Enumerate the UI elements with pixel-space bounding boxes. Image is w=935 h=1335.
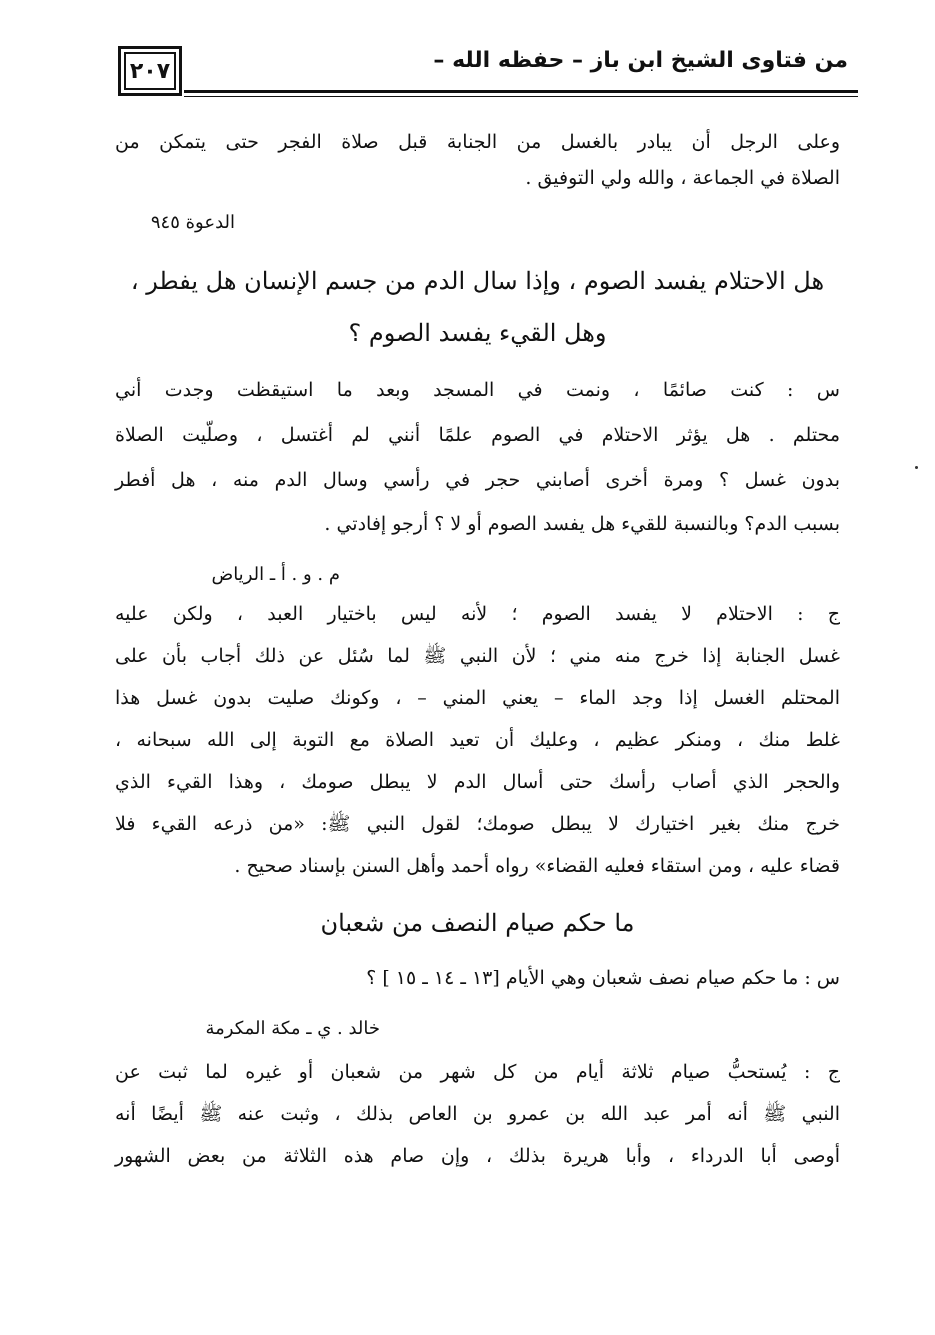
question2-asker: خالد . ي ـ مكة المكرمة — [205, 1018, 380, 1039]
running-title: من فتاوى الشيخ ابن باز – حفظه الله – — [433, 48, 848, 73]
question1-asker: م . و . أ ـ الرياض — [211, 564, 340, 585]
answer2-line: ج : يُستحبُّ صيام ثلاثة أيام من كل شهر من شعبان أو غيره لما ثبت عن — [115, 1061, 840, 1083]
header-rule — [184, 90, 858, 93]
intro-source: الدعوة ٩٤٥ — [150, 212, 235, 233]
answer1-line: والحجر الذي أصاب رأسك حتى أسال الدم لا يبطل صومك ، وهذا القيء الذي — [115, 771, 840, 793]
answer1-line: غسل الجنابة إذا خرج منه مني ؛ لأن النبي ﷺ لما سُئل عن ذلك أجاب بأن على — [115, 645, 840, 667]
question1-line: بدون غسل ؟ ومرة أخرى أصابني حجر في رأسي وسال الدم منه ، هل أفطر — [115, 469, 840, 491]
page-number: ٢٠٧ — [124, 52, 176, 90]
header-rule-thin — [184, 96, 858, 97]
answer1-line: المحتلم الغسل إذا وجد الماء – يعني المني – ، وكونك صليت بدون غسل هذا — [115, 687, 840, 709]
question2-title: ما حكم صيام النصف من شعبان — [320, 909, 635, 937]
question1-title-line: هل الاحتلام يفسد الصوم ، وإذا سال الدم من جسم الإنسان هل يفطر ، — [130, 267, 825, 295]
answer2-line: النبي ﷺ أنه أمر عبد الله بن عمرو بن العاص بذلك ، وثبت عنه ﷺ أيضًا أنه — [115, 1103, 840, 1125]
question2-line: س : ما حكم صيام نصف شعبان وهي الأيام [١٣ ـ ١٤ ـ ١٥ ] ؟ — [366, 967, 840, 989]
intro-line: الصلاة في الجماعة ، والله ولي التوفيق . — [525, 167, 840, 189]
scan-speck — [915, 466, 918, 469]
question1-line: بسبب الدم؟ وبالنسبة للقيء هل يفسد الصوم أو لا ؟ أرجو إفادتي . — [324, 513, 840, 535]
page-number-frame — [118, 46, 182, 96]
answer1-line: غلط منك ، ومنكر عظيم ، وعليك أن تعيد الصلاة مع التوبة إلى الله سبحانه ، — [115, 729, 840, 751]
answer1-line: قضاء عليه ، ومن استقاء فعليه القضاء» رواه أحمد وأهل السنن بإسناد صحيح . — [234, 855, 840, 877]
answer1-line: ج : الاحتلام لا يفسد الصوم ؛ لأنه ليس باختيار العبد ، ولكن عليه — [115, 603, 840, 625]
answer1-line: خرج منك بغير اختيارك لا يبطل صومك؛ لقول النبي ﷺ: «من ذرعه القيء فلا — [115, 813, 840, 835]
question1-title-line: وهل القيء يفسد الصوم ؟ — [348, 319, 607, 347]
intro-line: وعلى الرجل أن يبادر بالغسل من الجنابة قبل صلاة الفجر حتى يتمكن من — [115, 131, 840, 153]
page-header — [118, 42, 848, 100]
question1-line: س : كنت صائمًا ، ونمت في المسجد وبعد ما استيقظت وجدت أني — [115, 379, 840, 401]
answer2-line: أوصى أبا الدرداء ، وأبا هريرة بذلك ، وإن صام هذه الثلاثة من بعض الشهور — [115, 1145, 840, 1167]
question1-line: محتلم . هل يؤثر الاحتلام في الصوم علمًا أنني لم أغتسل ، وصلّيت الصلاة — [115, 424, 840, 446]
